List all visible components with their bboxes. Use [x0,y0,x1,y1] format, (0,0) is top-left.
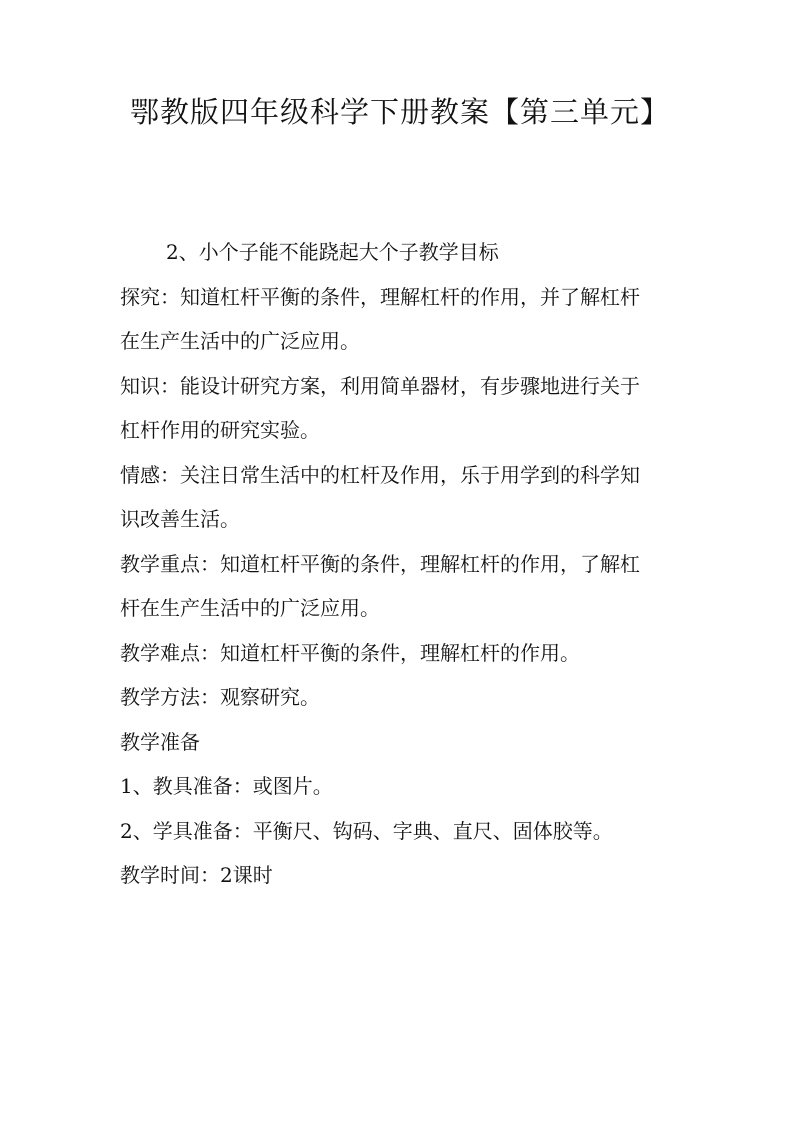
paragraph-line: 探究：知道杠杆平衡的条件，理解杠杆的作用，并了解杠杆 [120,284,640,309]
document-body [120,240,695,908]
paragraph-line: 杆在生产生活中的广泛应用。 [120,596,380,620]
paragraph-line: 1、教具准备：或图片。 [120,774,333,798]
paragraph-line: 情感：关注日常生活中的杠杆及作用，乐于用学到的科学知 [120,462,640,487]
paragraph-line: 知识：能设计研究方案，利用简单器材，有步骤地进行关于 [120,373,640,398]
document-title: 鄂教版四年级科学下册教案【第三单元】 [129,95,670,129]
paragraph-line: 杠杆作用的研究实验。 [120,418,320,442]
paragraph-line: 教学时间：2课时 [120,863,273,887]
paragraph-line: 在生产生活中的广泛应用。 [120,329,360,353]
paragraph-line: 2、学具准备：平衡尺、钩码、字典、直尺、固体胶等。 [120,818,613,843]
paragraph-line: 教学方法：观察研究。 [120,685,320,709]
paragraph-line: 识改善生活。 [120,507,240,531]
lesson-heading: 2、小个子能不能跷起大个子教学目标 [166,240,499,264]
section-heading: 教学准备 [120,729,200,754]
paragraph-line: 教学重点：知道杠杆平衡的条件，理解杠杆的作用，了解杠 [120,551,640,576]
paragraph-line: 教学难点：知道杠杆平衡的条件，理解杠杆的作用。 [120,640,580,665]
